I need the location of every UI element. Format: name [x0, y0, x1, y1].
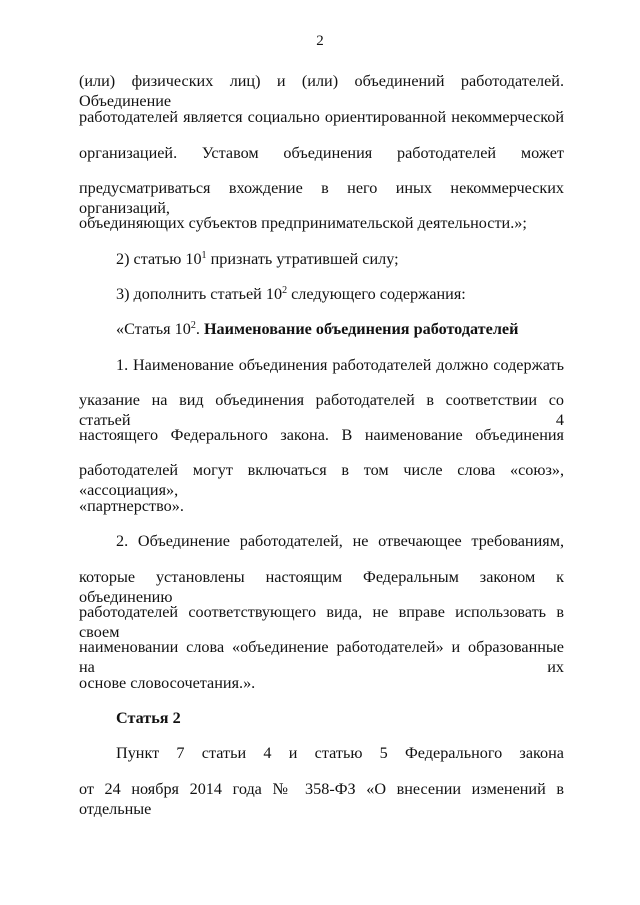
- article-title: Наименование объединения работодателей: [203, 320, 519, 338]
- text-line: (или) физических лиц) и (или) объединений работодателей. Объединение: [79, 72, 564, 110]
- text-fragment: признать утратившей силу;: [206, 250, 399, 268]
- text-line: предусматриваться вхождение в него иных некоммерческих организаций,: [79, 179, 564, 217]
- text-fragment: «Статья 10: [116, 320, 191, 338]
- page-number: 2: [316, 33, 324, 49]
- text-fragment: .: [195, 320, 204, 338]
- superscript: 2: [282, 285, 288, 296]
- text-line: объединяющих субъектов предпринимательской деятельности.»;: [79, 214, 527, 232]
- text-line: работодателей соответствующего вида, не вправе использовать в своем: [79, 603, 564, 641]
- text-fragment: 3) дополнить статьей 10: [116, 285, 283, 303]
- text-line: основе словосочетания.».: [79, 674, 256, 692]
- text-line: работодателей могут включаться в том числе слова «союз», «ассоциация»,: [79, 461, 564, 499]
- text-line: указание на вид объединения работодателей в соответствии со статьей 4: [79, 391, 564, 429]
- text-line: Пункт 7 статьи 4 и статью 5 Федерального закона: [116, 744, 564, 762]
- superscript: 1: [201, 250, 207, 261]
- superscript: 2: [190, 320, 196, 331]
- text-line: 2. Объединение работодателей, не отвечающее требованиям,: [116, 532, 564, 550]
- text-line: 1. Наименование объединения работодателей должно содержать: [116, 356, 564, 374]
- text-line: организацией. Уставом объединения работодателей может: [79, 144, 564, 162]
- text-line: работодателей является социально ориентированной некоммерческой: [79, 108, 564, 126]
- list-item: [116, 284, 466, 304]
- article-heading: [116, 319, 518, 339]
- text-line: настоящего Федерального закона. В наименование объединения: [79, 426, 564, 444]
- text-line: «партнерство».: [79, 497, 184, 515]
- text-line: которые установлены настоящим Федеральным законом к объединению: [79, 568, 564, 606]
- text-fragment: 2) статью 10: [116, 250, 202, 268]
- text-line: от 24 ноября 2014 года № 358-ФЗ «О внесении изменений в отдельные: [79, 780, 564, 818]
- text-fragment: следующего содержания:: [287, 285, 466, 303]
- list-item: [116, 249, 399, 269]
- article-2-heading: Статья 2: [116, 709, 181, 727]
- text-line: наименовании слова «объединение работодателей» и образованные на их: [79, 638, 564, 676]
